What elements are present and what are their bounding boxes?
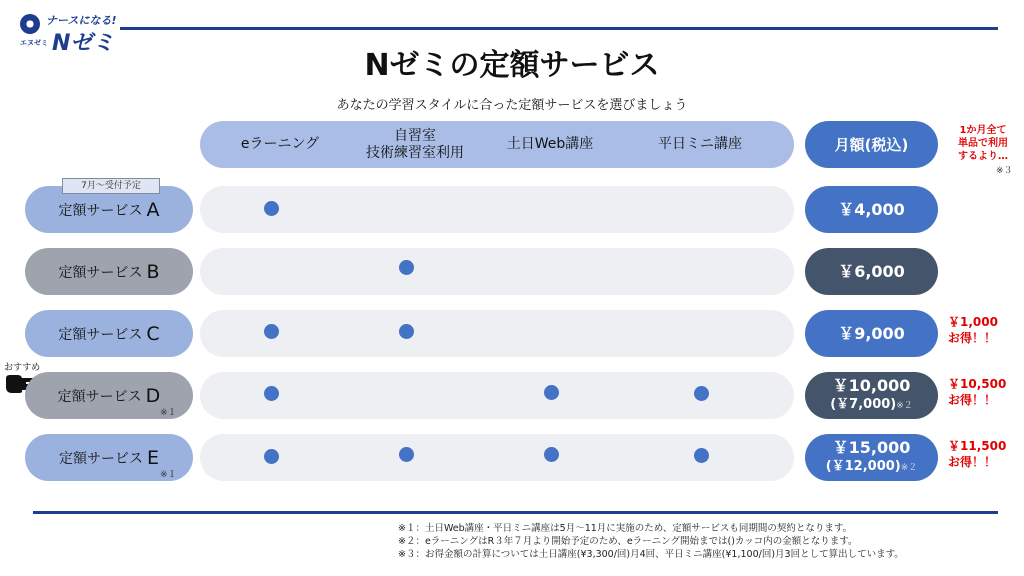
logo-emblem-icon xyxy=(20,14,40,34)
feature-dot-e-elearning xyxy=(264,449,279,464)
service-d-note-mark: ※１ xyxy=(160,408,177,418)
service-e-savings-amount: ￥11,500 xyxy=(948,439,1007,453)
service-row-b-track xyxy=(200,248,794,295)
recommend-label: おすすめ xyxy=(4,363,41,373)
service-d-savings-amount: ￥10,500 xyxy=(948,377,1007,391)
feature-dot-c-elearning xyxy=(264,324,279,339)
feature-dot-d-weekday-mini xyxy=(694,386,709,401)
feature-dot-a-elearning xyxy=(264,201,279,216)
feature-dot-b-study-room xyxy=(399,260,414,275)
comparison-note-line2: 単品で利用 xyxy=(958,138,1008,149)
service-a-name: 定額サービス xyxy=(58,202,143,219)
service-c-label[interactable] xyxy=(25,310,193,357)
service-c-letter: C xyxy=(146,322,160,345)
service-c-savings-label: お得！！ xyxy=(948,331,997,345)
logo-small-text: エヌゼミ xyxy=(20,39,48,47)
service-row-a-track xyxy=(200,186,794,233)
service-e-name: 定額サービス xyxy=(58,450,143,467)
service-b-label[interactable] xyxy=(25,248,193,295)
column-weekday-mini: 平日ミニ講座 xyxy=(658,136,742,152)
accept-schedule-tag: 7月～受付予定 xyxy=(62,178,160,194)
top-divider xyxy=(120,27,998,30)
service-d-price-value: ￥10,000 xyxy=(832,376,911,395)
service-d-letter: D xyxy=(145,384,161,407)
column-study-room xyxy=(340,121,490,168)
feature-dot-e-weekday-mini xyxy=(694,448,709,463)
footnote-3: ※３：お得金額の計算については土日講座(¥3,300/回)月4回、平日ミニ講座(¥1,100/回)月3回として算出しています。 xyxy=(398,549,904,560)
service-e-savings-label: お得！！ xyxy=(948,455,997,469)
service-d-price-mark: ※２ xyxy=(896,401,913,411)
comparison-note-line3: するより… xyxy=(958,151,1008,162)
service-e-price-mark: ※２ xyxy=(900,463,918,473)
service-a-price-value: ￥4,000 xyxy=(838,199,905,219)
service-b-price-value: ￥6,000 xyxy=(838,261,905,281)
service-e-note-mark: ※１ xyxy=(160,470,177,480)
service-c-name: 定額サービス xyxy=(58,326,143,343)
service-a-price xyxy=(805,186,938,233)
service-e-letter: E xyxy=(146,446,159,469)
service-row-c-track xyxy=(200,310,794,357)
feature-dot-e-study-room xyxy=(399,447,414,462)
service-a-letter: A xyxy=(146,198,160,221)
service-c-price xyxy=(805,310,938,357)
feature-dot-e-weekend-web xyxy=(544,447,559,462)
logo-tagline: ナースになる! xyxy=(46,14,117,27)
service-d-savings-label: お得！！ xyxy=(948,393,997,407)
footnotes xyxy=(398,522,904,561)
service-d-name: 定額サービス xyxy=(57,388,142,405)
logo-brand: Nゼミ xyxy=(52,31,115,56)
service-d-savings xyxy=(948,376,1006,408)
column-study-room-line2: 技術練習室利用 xyxy=(366,144,464,161)
page-subtitle: あなたの学習スタイルに合った定額サービスを選びましょう xyxy=(336,98,688,113)
service-e-price-value: ￥15,000 xyxy=(832,438,911,457)
page-title: Nゼミの定額サービス xyxy=(364,48,660,83)
service-e-price-sub: (￥12,000) xyxy=(825,459,901,474)
service-d-price-sub: (￥7,000) xyxy=(830,397,897,412)
feature-dot-c-study-room xyxy=(399,324,414,339)
footnote-1: ※１：土日Web講座・平日ミニ講座は5月～11月に実施のため、定額サービスも同期間の契約となります。 xyxy=(398,523,853,534)
comparison-note-mark: ※３ xyxy=(996,166,1013,176)
service-d-price xyxy=(805,372,938,419)
column-study-room-line1: 自習室 xyxy=(394,127,436,144)
feature-dot-d-elearning xyxy=(264,386,279,401)
service-c-savings-amount: ￥1,000 xyxy=(948,315,998,329)
service-c-price-value: ￥9,000 xyxy=(838,323,905,343)
footnote-2: ※２：eラーニングはR３年７月より開始予定のため、eラーニング開始までは()カッコ内の金額となります。 xyxy=(398,536,858,547)
service-e-savings xyxy=(948,438,1006,470)
service-b-name: 定額サービス xyxy=(58,264,143,281)
column-elearning: eラーニング xyxy=(240,136,320,152)
service-b-letter: B xyxy=(146,260,160,283)
service-b-price xyxy=(805,248,938,295)
price-header: 月額(税込) xyxy=(805,121,938,168)
service-c-savings xyxy=(948,314,998,346)
comparison-note-line1: 1か月全て xyxy=(959,125,1007,136)
service-e-price xyxy=(805,434,938,481)
bottom-divider xyxy=(33,511,998,514)
column-weekend-web: 土日Web講座 xyxy=(506,136,594,152)
comparison-note xyxy=(948,124,1018,163)
feature-dot-d-weekend-web xyxy=(544,385,559,400)
